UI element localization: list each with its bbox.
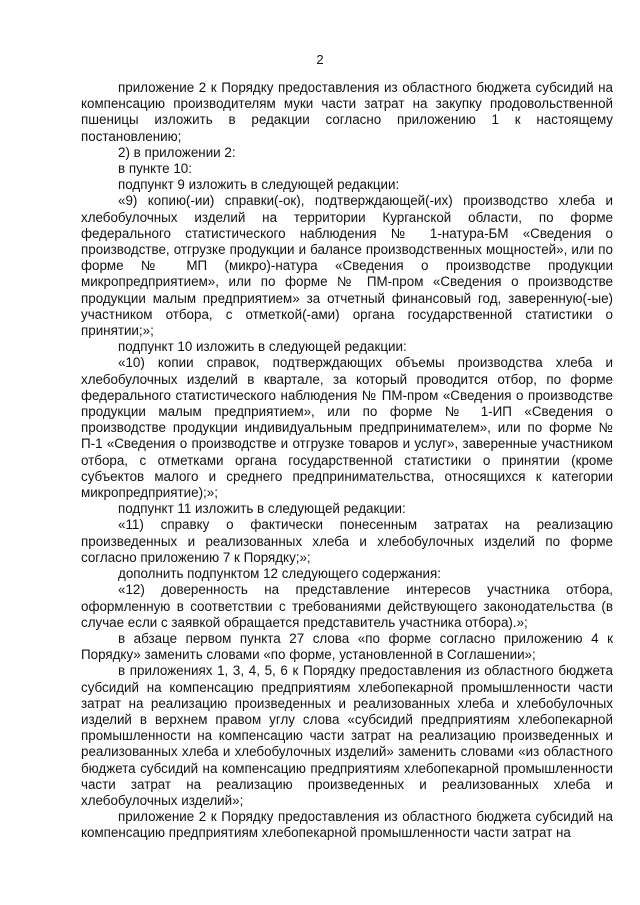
paragraph-annex-2-bakery: приложение 2 к Порядку предоставления из областного бюджета субсидий на компенсацию предприятиям хлебопекарной промышленности части затрат на — [81, 809, 613, 841]
paragraph-subpoint-11-intro: подпункт 11 изложить в следующей редакции: — [118, 501, 406, 517]
paragraph-subpoint-10-intro: подпункт 10 изложить в следующей редакции: — [118, 339, 407, 355]
paragraph-item-2: 2) в приложении 2: — [118, 144, 236, 160]
paragraph-subpoint-11-text: «11) справку о фактически понесенным затратах на реализацию произведенных и реализованных хлеба и хлебобулочных изделий по форме согласно приложению 7 к Порядку;»; — [81, 517, 613, 565]
paragraph-point-10: в пункте 10: — [118, 161, 192, 177]
paragraph-subpoint-12-intro: дополнить подпунктом 12 следующего содержания: — [118, 566, 441, 582]
paragraph-subpoint-12-text: «12) доверенность на представление интересов участника отбора, оформленную в соответствии с требованиями действующего законодательства (в случае если с заявкой обращается представитель участника отбора).»; — [81, 582, 613, 630]
page-number: 2 — [316, 52, 324, 67]
paragraph-annexes-1-6: в приложениях 1, 3, 4, 5, 6 к Порядку предоставления из областного бюджета субсидий на компенсацию предприятиям хлебопекарной промышленности части затрат на реализацию произведенных и реализованных хлеба и хлебобулочных изделий в верхнем правом углу слова «субсидий предприятиям хлебопекарной промышленности на компенсацию части затрат на реализацию произведенных и реализованных хлеба и хлебобулочных изделий» заменить словами «из областного бюджета субсидий на компенсацию предприятиям хлебопекарной промышленности части затрат на реализацию произведенных и реализованных хлеба и хлебобулочных изделий»; — [81, 663, 613, 808]
paragraph-subpoint-10-text: «10) копии справок, подтверждающих объемы производства хлеба и хлебобулочных изделий в квартале, за который проводится отбор, по форме федерального статистического наблюдения № ПМ-пром «Сведения о производстве продукции малым предприятием», или по форме № 1-ИП «Сведения о производстве продукции индивидуальным предпринимателем», или по форме № П-1 «Сведения о производстве и отгрузке товаров и услуг», заверенные участником отбора, с отметками органа государственной статистики о принятии (кроме субъектов малого и среднего предпринимательства, относящихся к категории микропредприятие);»; — [81, 355, 613, 501]
paragraph-annex-2-milling: приложение 2 к Порядку предоставления из областного бюджета субсидий на компенсацию производителям муки части затрат на закупку продовольственной пшеницы изложить в редакции согласно приложению 1 к настоящему постановлению; — [81, 80, 613, 144]
paragraph-subpoint-9-intro: подпункт 9 изложить в следующей редакции: — [118, 177, 400, 193]
paragraph-point-27: в абзаце первом пункта 27 слова «по форме согласно приложению 4 к Порядку» заменить словами «по форме, установленной в Соглашении»; — [81, 630, 613, 663]
document-body — [81, 80, 613, 842]
paragraph-subpoint-9-text: «9) копию(-ии) справки(-ок), подтверждающей(-их) производство хлеба и хлебобулочных изделий на территории Курганской области, по форме федерального статистического наблюдения № 1-натура-БМ «Сведения о производстве, отгрузке продукции и балансе производственных мощностей», или по форме № МП (микро)-натура «Сведения о производстве продукции микропредприятием», или по форме № ПМ-пром «Сведения о производстве продукции малым предприятием» за отчетный финансовый год, заверенную(-ые) участником отбора, с отметкой(-ами) органа государственной статистики о принятии;»; — [81, 193, 613, 339]
